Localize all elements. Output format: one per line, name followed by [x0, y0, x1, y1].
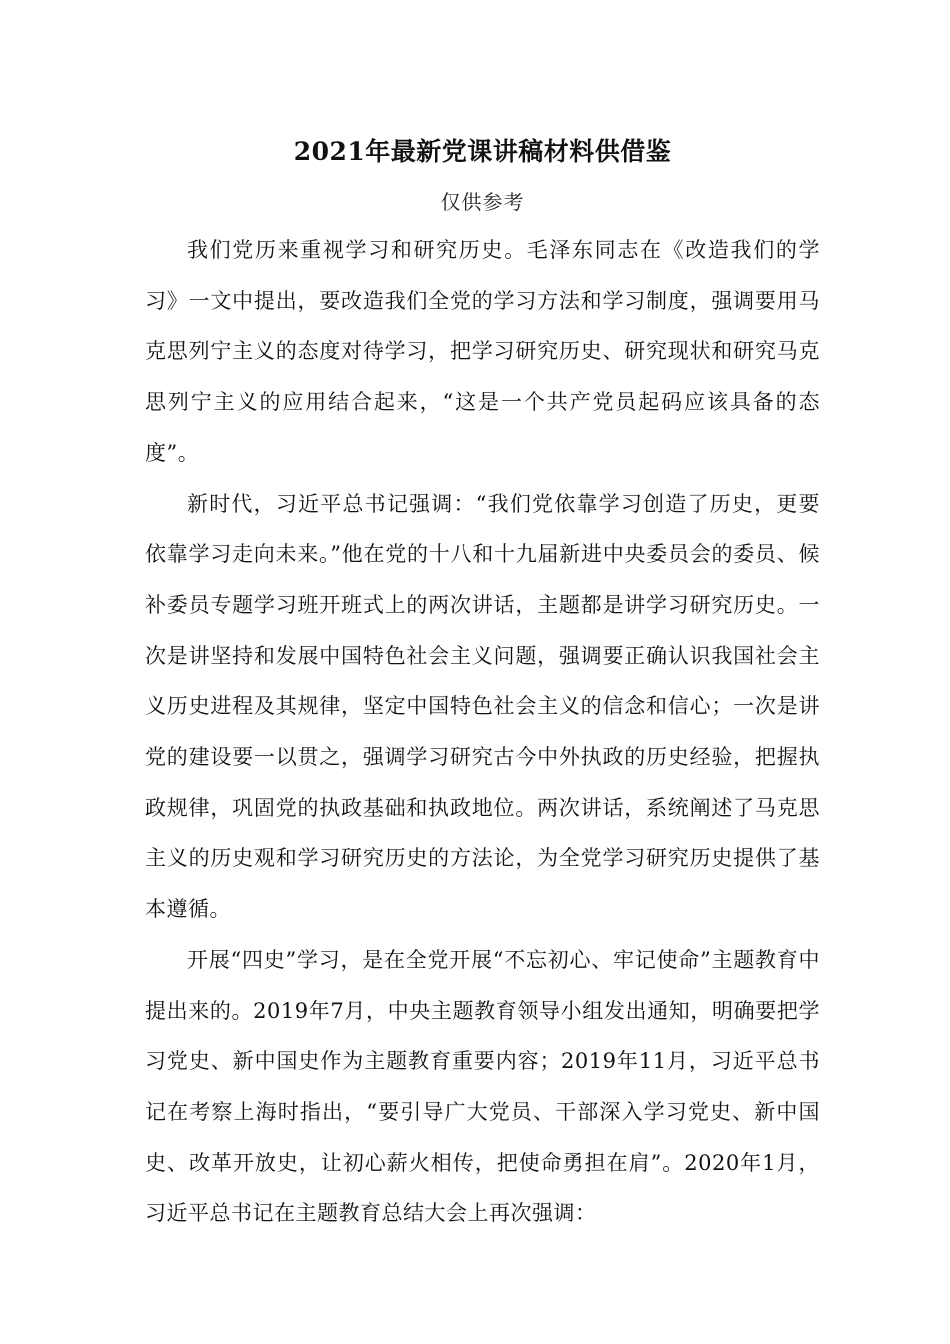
document-subtitle: 仅供参考 — [440, 190, 525, 214]
paragraph-2: 新时代，习近平总书记强调：“我们党依靠学习创造了历史，更要依靠学习走向未来。”他在党的十八和十九届新进中央委员会的委员、候补委员专题学习班开班式上的两次讲话，主题都是讲学习研究历史。一次是讲坚持和发展中国特色社会主义问题，强调要正确认识我国社会主义历史进程及其规律，坚定中国特色社会主义的信念和信心；一次是讲党的建设要一以贯之，强调学习研究古今中外执政的历史经验，把握执政规律，巩固党的执政基础和执政地位。两次讲话，系统阐述了马克思主义的历史观和学习研究历史的方法论，为全党学习研究历史提供了基本遵循。 — [145, 491, 820, 922]
paragraph-3: 开展“四史”学习，是在全党开展“不忘初心、牢记使命”主题教育中提出来的。2019年7月，中央主题教育领导小组发出通知，明确要把学习党史、新中国史作为主题教育重要内容；2019年11月，习近平总书记在考察上海时指出，“要引导广大党员、干部深入学习党史、新中国史、改革开放史，让初心薪火相传，把使命勇担在肩”。2020年1月，习近平总书记在主题教育总结大会上再次强调： — [145, 947, 820, 1226]
document-title: 2021年最新党课讲稿材料供借鉴 — [293, 137, 672, 166]
document-body — [145, 132, 820, 1239]
paragraph-1: 我们党历来重视学习和研究历史。毛泽东同志在《改造我们的学习》一文中提出，要改造我们全党的学习方法和学习制度，强调要用马克思列宁主义的态度对待学习，把学习研究历史、研究现状和研究马克思列宁主义的应用结合起来，“这是一个共产党员起码应该具备的态度”。 — [145, 238, 820, 465]
